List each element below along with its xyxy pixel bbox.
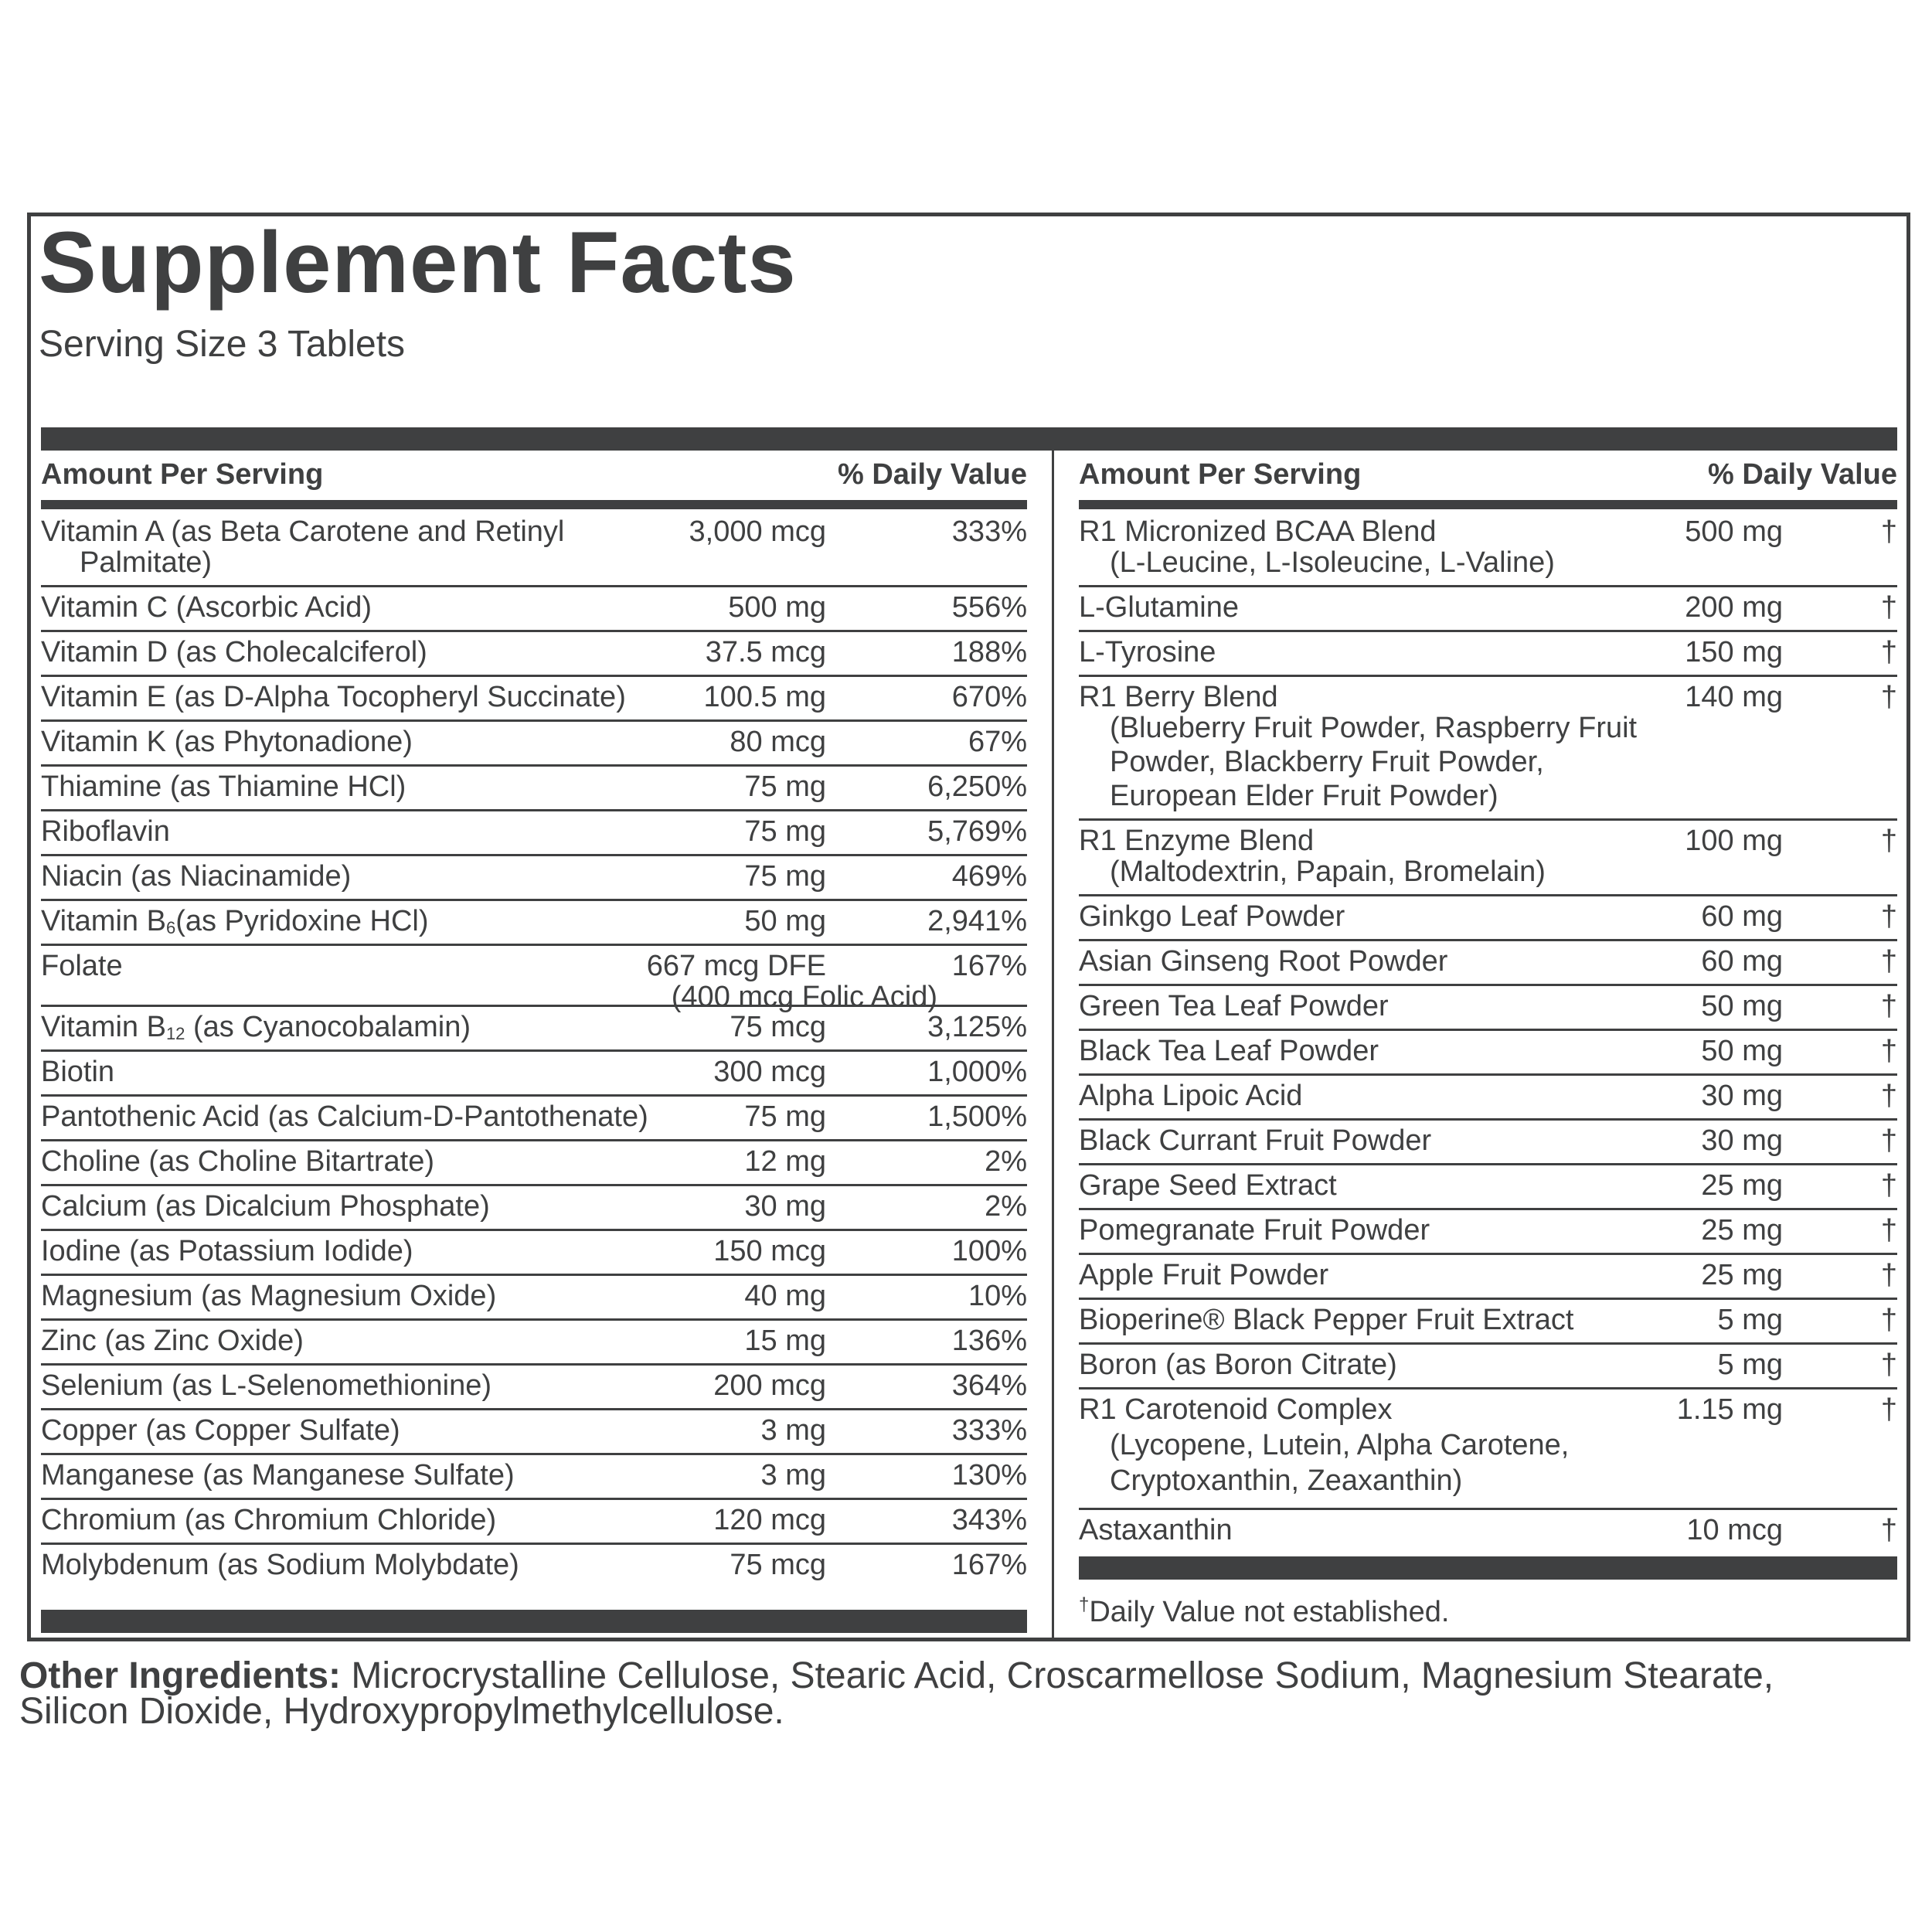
ingredient-name: Alpha Lipoic Acid bbox=[1079, 1080, 1303, 1112]
ingredient-row bbox=[1079, 986, 1897, 1031]
ingredient-row bbox=[1079, 821, 1897, 896]
daily-value: 343% bbox=[951, 1504, 1027, 1536]
nutrient-amount: 3 mg bbox=[760, 1459, 826, 1492]
footnote-text: Daily Value not established. bbox=[1089, 1596, 1450, 1628]
nutrient-name bbox=[41, 1279, 496, 1313]
nutrient-name-text: Chromium (as Chromium Chloride) bbox=[41, 1504, 497, 1536]
nutrient-row bbox=[41, 811, 1027, 856]
nutrient-row bbox=[41, 1321, 1027, 1366]
ingredient-name: Astaxanthin bbox=[1079, 1514, 1233, 1546]
subscript: 12 bbox=[165, 1024, 185, 1043]
ingredient-name: Green Tea Leaf Powder bbox=[1079, 990, 1389, 1022]
column-divider bbox=[1052, 451, 1054, 1641]
nutrient-amount: 500 mg bbox=[728, 591, 826, 624]
nutrient-row bbox=[41, 587, 1027, 632]
nutrient-name bbox=[41, 1413, 400, 1447]
nutrient-name-text: Zinc (as Zinc Oxide) bbox=[41, 1325, 304, 1357]
nutrient-name bbox=[41, 904, 429, 945]
ingredient-amount: 10 mcg bbox=[1686, 1514, 1783, 1546]
ingredient-amount: 500 mg bbox=[1685, 515, 1783, 548]
nutrient-name bbox=[41, 1324, 304, 1358]
ingredient-amount: 50 mg bbox=[1701, 990, 1783, 1022]
ingredient-row bbox=[1079, 677, 1897, 821]
ingredient-name: Bioperine® Black Pepper Fruit Extract bbox=[1079, 1304, 1574, 1336]
nutrient-name bbox=[41, 815, 170, 849]
daily-value: 6,250% bbox=[927, 770, 1027, 803]
ingredient-name: R1 Berry Blend bbox=[1079, 681, 1278, 713]
nutrient-amount: 100.5 mg bbox=[703, 681, 826, 713]
page-title: Supplement Facts bbox=[39, 214, 797, 311]
nutrient-row bbox=[41, 1276, 1027, 1321]
amount-per-serving-label: Amount Per Serving bbox=[41, 458, 324, 491]
dagger-mark: † bbox=[1880, 1080, 1897, 1112]
nutrient-amount: 80 mcg bbox=[730, 726, 826, 758]
ingredient-detail: Cryptoxanthin, Zeaxanthin) bbox=[1110, 1464, 1463, 1497]
ingredient-amount: 150 mg bbox=[1685, 636, 1783, 668]
nutrient-name-text: Pantothenic Acid (as Calcium-D-Pantothenate) bbox=[41, 1100, 648, 1133]
nutrient-name bbox=[41, 949, 123, 983]
daily-value-label: % Daily Value bbox=[1707, 458, 1897, 491]
nutrient-amount: 75 mg bbox=[744, 860, 826, 893]
daily-value-label: % Daily Value bbox=[837, 458, 1027, 491]
ingredient-row bbox=[1079, 1300, 1897, 1345]
nutrient-name bbox=[41, 1369, 492, 1403]
nutrient-amount: 75 mg bbox=[744, 770, 826, 803]
ingredient-name: L-Glutamine bbox=[1079, 591, 1239, 624]
ingredient-detail: (L-Leucine, L-Isoleucine, L-Valine) bbox=[1110, 546, 1555, 579]
nutrient-name-text: Vitamin A (as Beta Carotene and Retinyl bbox=[41, 515, 565, 548]
serving-size: Serving Size 3 Tablets bbox=[39, 324, 406, 365]
ingredient-row bbox=[1079, 587, 1897, 632]
nutrient-row bbox=[41, 767, 1027, 811]
dagger-mark: † bbox=[1880, 990, 1897, 1022]
ingredient-row bbox=[1079, 512, 1897, 587]
nutrient-amount: 300 mcg bbox=[713, 1056, 826, 1088]
nutrient-amount: 12 mg bbox=[744, 1145, 826, 1178]
ingredient-name: Black Tea Leaf Powder bbox=[1079, 1035, 1379, 1067]
ingredient-amount: 1.15 mg bbox=[1676, 1393, 1783, 1426]
nutrient-name-text: Vitamin D (as Cholecalciferol) bbox=[41, 636, 427, 668]
nutrient-name bbox=[41, 1189, 490, 1223]
nutrient-name-text: Vitamin B bbox=[41, 905, 166, 937]
other-ingredients-text: Microcrystalline Cellulose, Stearic Acid, Croscarmellose Sodium, Magnesium Stearate, Silicon Dioxide, Hydroxypropylmethylcellulose. bbox=[19, 1655, 1774, 1732]
ingredient-name: Grape Seed Extract bbox=[1079, 1169, 1337, 1202]
nutrient-amount: 3,000 mcg bbox=[689, 515, 826, 548]
nutrient-name bbox=[41, 515, 564, 549]
nutrient-name-continued: Palmitate) bbox=[80, 546, 213, 579]
ingredient-name: R1 Carotenoid Complex bbox=[1079, 1393, 1393, 1426]
ingredient-name: Ginkgo Leaf Powder bbox=[1079, 900, 1345, 933]
top-divider-bar bbox=[41, 427, 1897, 451]
nutrient-name-text: Copper (as Copper Sulfate) bbox=[41, 1414, 400, 1447]
ingredient-detail: Powder, Blackberry Fruit Powder, bbox=[1110, 746, 1544, 778]
daily-value: 67% bbox=[968, 726, 1027, 758]
nutrient-name bbox=[41, 1055, 114, 1089]
daily-value: 100% bbox=[951, 1235, 1027, 1267]
daily-value: 167% bbox=[951, 1549, 1027, 1581]
nutrient-row bbox=[41, 1186, 1027, 1231]
nutrient-row bbox=[41, 1500, 1027, 1545]
nutrient-row bbox=[41, 722, 1027, 767]
ingredient-name: Black Currant Fruit Powder bbox=[1079, 1124, 1432, 1157]
dagger-mark: † bbox=[1880, 636, 1897, 668]
daily-value: 3,125% bbox=[927, 1011, 1027, 1043]
daily-value: 1,500% bbox=[927, 1100, 1027, 1133]
nutrient-name bbox=[41, 1458, 515, 1492]
daily-value: 136% bbox=[951, 1325, 1027, 1357]
daily-value: 333% bbox=[951, 515, 1027, 548]
ingredient-row bbox=[1079, 1165, 1897, 1210]
dagger-mark: † bbox=[1880, 1214, 1897, 1247]
nutrient-row bbox=[41, 856, 1027, 901]
nutrient-name bbox=[41, 859, 351, 893]
ingredient-amount: 60 mg bbox=[1701, 945, 1783, 978]
ingredient-name: Boron (as Boron Citrate) bbox=[1079, 1349, 1397, 1381]
nutrient-amount: 75 mcg bbox=[730, 1011, 826, 1043]
daily-value: 5,769% bbox=[927, 815, 1027, 848]
daily-value: 167% bbox=[951, 950, 1027, 982]
nutrient-name-text: Vitamin C (Ascorbic Acid) bbox=[41, 591, 372, 624]
nutrient-row bbox=[41, 1231, 1027, 1276]
nutrient-amount: 120 mcg bbox=[713, 1504, 826, 1536]
nutrient-name-text: Vitamin E (as D-Alpha Tocopheryl Succinate) bbox=[41, 681, 626, 713]
nutrient-name bbox=[41, 1010, 471, 1051]
ingredient-amount: 200 mg bbox=[1685, 591, 1783, 624]
right-column bbox=[1079, 451, 1897, 1555]
nutrient-row bbox=[41, 1455, 1027, 1500]
ingredient-row bbox=[1079, 1255, 1897, 1300]
nutrient-name-text: Niacin (as Niacinamide) bbox=[41, 860, 352, 893]
ingredient-row bbox=[1079, 896, 1897, 941]
nutrient-name-text: Calcium (as Dicalcium Phosphate) bbox=[41, 1190, 490, 1223]
nutrient-name bbox=[41, 635, 427, 669]
daily-value: 2% bbox=[985, 1145, 1027, 1178]
dagger-mark: † bbox=[1079, 1594, 1090, 1615]
ingredient-name: R1 Enzyme Blend bbox=[1079, 825, 1315, 857]
nutrient-row bbox=[41, 1141, 1027, 1186]
daily-value: 556% bbox=[951, 591, 1027, 624]
ingredient-amount: 30 mg bbox=[1701, 1124, 1783, 1157]
ingredient-row bbox=[1079, 1345, 1897, 1389]
nutrient-name bbox=[41, 1145, 434, 1179]
right-ingredient-list bbox=[1079, 512, 1897, 1555]
nutrient-row bbox=[41, 1410, 1027, 1455]
nutrient-row bbox=[41, 632, 1027, 677]
daily-value: 469% bbox=[951, 860, 1027, 893]
nutrient-amount: 40 mg bbox=[744, 1280, 826, 1312]
nutrient-amount: 75 mcg bbox=[730, 1549, 826, 1581]
ingredient-row bbox=[1079, 1389, 1897, 1510]
ingredient-row bbox=[1079, 1031, 1897, 1076]
left-column bbox=[41, 451, 1027, 1590]
ingredient-row bbox=[1079, 1121, 1897, 1165]
dagger-mark: † bbox=[1880, 1514, 1897, 1546]
ingredient-detail: (Lycopene, Lutein, Alpha Carotene, bbox=[1110, 1429, 1570, 1461]
nutrient-row bbox=[41, 677, 1027, 722]
nutrient-name-text: Riboflavin bbox=[41, 815, 170, 848]
dagger-mark: † bbox=[1880, 591, 1897, 624]
dagger-mark: † bbox=[1880, 1169, 1897, 1202]
nutrient-amount: 37.5 mcg bbox=[705, 636, 826, 668]
nutrient-amount: 15 mg bbox=[744, 1325, 826, 1357]
nutrient-row bbox=[41, 1007, 1027, 1052]
nutrient-name bbox=[41, 1100, 648, 1134]
ingredient-row bbox=[1079, 1210, 1897, 1255]
nutrient-name-text: Iodine (as Potassium Iodide) bbox=[41, 1235, 413, 1267]
ingredient-amount: 25 mg bbox=[1701, 1259, 1783, 1291]
dagger-mark: † bbox=[1880, 1393, 1897, 1426]
ingredient-detail: European Elder Fruit Powder) bbox=[1110, 780, 1498, 812]
daily-value: 2% bbox=[985, 1190, 1027, 1223]
ingredient-row bbox=[1079, 1076, 1897, 1121]
ingredient-amount: 50 mg bbox=[1701, 1035, 1783, 1067]
nutrient-name-text: Vitamin B bbox=[41, 1011, 166, 1043]
ingredient-amount: 5 mg bbox=[1717, 1304, 1783, 1336]
nutrient-amount-detail: (400 mcg Folic Acid) bbox=[671, 981, 937, 1013]
nutrient-amount: 150 mcg bbox=[713, 1235, 826, 1267]
dagger-mark: † bbox=[1880, 900, 1897, 933]
ingredient-row bbox=[1079, 632, 1897, 677]
dagger-mark: † bbox=[1880, 1124, 1897, 1157]
ingredient-amount: 30 mg bbox=[1701, 1080, 1783, 1112]
footnote bbox=[1079, 1586, 1450, 1631]
nutrient-amount: 75 mg bbox=[744, 815, 826, 848]
ingredient-row bbox=[1079, 941, 1897, 986]
ingredient-detail: (Blueberry Fruit Powder, Raspberry Fruit bbox=[1110, 712, 1638, 744]
ingredient-amount: 25 mg bbox=[1701, 1214, 1783, 1247]
nutrient-name-text: Thiamine (as Thiamine HCl) bbox=[41, 770, 406, 803]
dagger-mark: † bbox=[1880, 825, 1897, 857]
nutrient-amount: 200 mcg bbox=[713, 1369, 826, 1402]
left-nutrient-list bbox=[41, 512, 1027, 1590]
other-ingredients-label: Other Ingredients: bbox=[19, 1655, 342, 1696]
nutrient-name-rest: (as Pyridoxine HCl) bbox=[175, 905, 429, 937]
nutrient-name-text: Manganese (as Manganese Sulfate) bbox=[41, 1459, 515, 1492]
nutrient-name bbox=[41, 770, 406, 804]
nutrient-name-text: Magnesium (as Magnesium Oxide) bbox=[41, 1280, 497, 1312]
bottom-divider-bar-right bbox=[1079, 1556, 1897, 1580]
ingredient-name: L-Tyrosine bbox=[1079, 636, 1216, 668]
daily-value: 364% bbox=[951, 1369, 1027, 1402]
nutrient-name-rest: (as Cyanocobalamin) bbox=[185, 1011, 471, 1043]
daily-value: 130% bbox=[951, 1459, 1027, 1492]
nutrient-name-text: Vitamin K (as Phytonadione) bbox=[41, 726, 413, 758]
dagger-mark: † bbox=[1880, 1304, 1897, 1336]
ingredient-amount: 5 mg bbox=[1717, 1349, 1783, 1381]
ingredient-amount: 60 mg bbox=[1701, 900, 1783, 933]
nutrient-name bbox=[41, 680, 626, 714]
ingredient-amount: 25 mg bbox=[1701, 1169, 1783, 1202]
nutrient-row bbox=[41, 512, 1027, 587]
nutrient-row bbox=[41, 1052, 1027, 1097]
daily-value: 188% bbox=[951, 636, 1027, 668]
bottom-divider-bar-left bbox=[41, 1610, 1027, 1633]
dagger-mark: † bbox=[1880, 681, 1897, 713]
nutrient-row bbox=[41, 1366, 1027, 1410]
header-rule bbox=[41, 500, 1027, 509]
ingredient-name: Asian Ginseng Root Powder bbox=[1079, 945, 1448, 978]
nutrient-amount: 3 mg bbox=[760, 1414, 826, 1447]
nutrient-name bbox=[41, 1548, 519, 1582]
nutrient-row bbox=[41, 1545, 1027, 1590]
subscript: 6 bbox=[165, 918, 176, 937]
nutrient-row bbox=[41, 901, 1027, 946]
dagger-mark: † bbox=[1880, 1035, 1897, 1067]
other-ingredients bbox=[19, 1655, 1874, 1732]
ingredient-name: Apple Fruit Powder bbox=[1079, 1259, 1329, 1291]
nutrient-name-text: Selenium (as L-Selenomethionine) bbox=[41, 1369, 492, 1402]
nutrient-name-text: Biotin bbox=[41, 1056, 115, 1088]
daily-value: 670% bbox=[951, 681, 1027, 713]
nutrient-name bbox=[41, 1234, 413, 1268]
dagger-mark: † bbox=[1880, 1259, 1897, 1291]
nutrient-amount: 30 mg bbox=[744, 1190, 826, 1223]
ingredient-row bbox=[1079, 1510, 1897, 1555]
nutrient-name bbox=[41, 1503, 496, 1537]
left-column-header bbox=[41, 451, 1027, 500]
amount-per-serving-label: Amount Per Serving bbox=[1079, 458, 1362, 491]
right-column-header bbox=[1079, 451, 1897, 500]
nutrient-amount: 667 mcg DFE bbox=[646, 950, 826, 982]
nutrient-amount: 50 mg bbox=[744, 905, 826, 937]
dagger-mark: † bbox=[1880, 515, 1897, 548]
nutrient-name-text: Folate bbox=[41, 950, 123, 982]
nutrient-row bbox=[41, 1097, 1027, 1141]
ingredient-detail: (Maltodextrin, Papain, Bromelain) bbox=[1110, 855, 1546, 888]
daily-value: 10% bbox=[968, 1280, 1027, 1312]
nutrient-name-text: Molybdenum (as Sodium Molybdate) bbox=[41, 1549, 519, 1581]
nutrient-row bbox=[41, 946, 1027, 1013]
nutrient-name-text: Choline (as Choline Bitartrate) bbox=[41, 1145, 435, 1178]
nutrient-amount: 75 mg bbox=[744, 1100, 826, 1133]
nutrient-name bbox=[41, 590, 372, 624]
ingredient-name: R1 Micronized BCAA Blend bbox=[1079, 515, 1437, 548]
nutrient-name bbox=[41, 725, 413, 759]
dagger-mark: † bbox=[1880, 945, 1897, 978]
daily-value: 2,941% bbox=[927, 905, 1027, 937]
ingredient-amount: 100 mg bbox=[1685, 825, 1783, 857]
daily-value: 333% bbox=[951, 1414, 1027, 1447]
ingredient-amount: 140 mg bbox=[1685, 681, 1783, 713]
ingredient-name: Pomegranate Fruit Powder bbox=[1079, 1214, 1430, 1247]
header-rule bbox=[1079, 500, 1897, 509]
dagger-mark: † bbox=[1880, 1349, 1897, 1381]
daily-value: 1,000% bbox=[927, 1056, 1027, 1088]
